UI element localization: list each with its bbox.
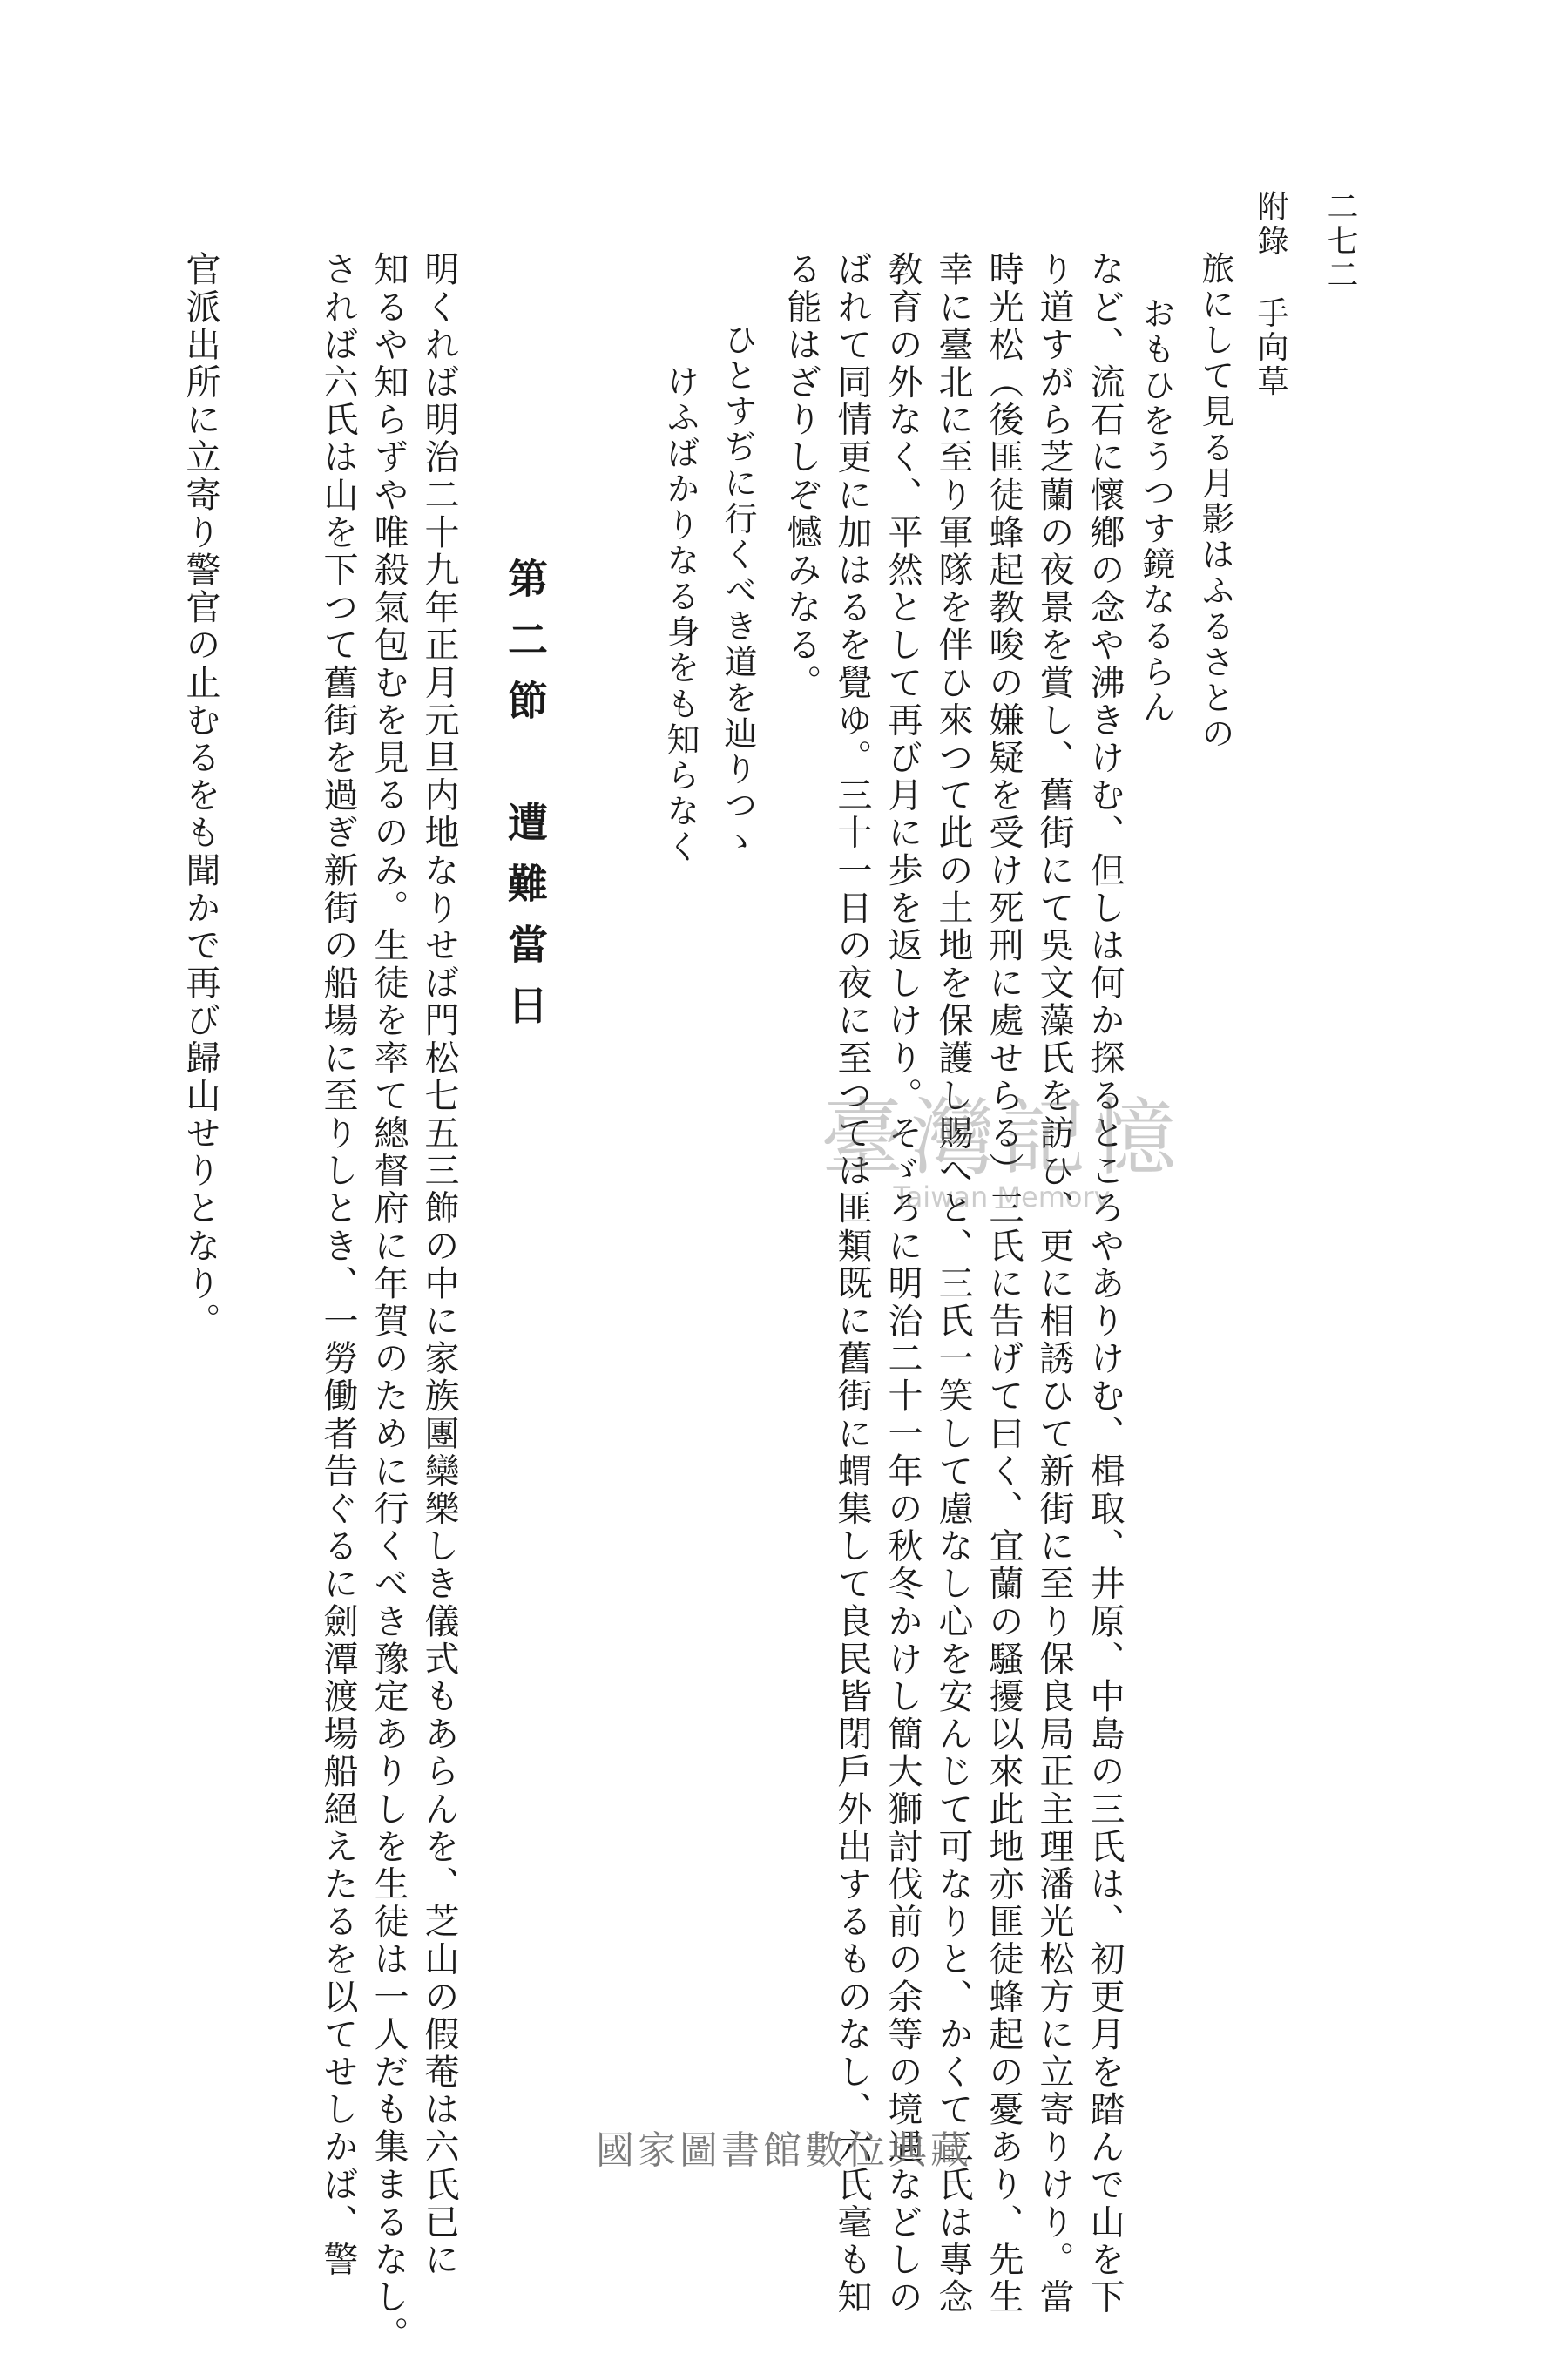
text-line: 敎育の外なく、平然として再び月に歩を返しけり。そゞろに明治二十一年の秋冬かけし簡大獅討伐前の余等の境遇などしの [882,251,923,2317]
footer-collection-label: 國家圖書館數位典藏 [596,2128,972,2173]
page-number: 二七二 [1322,190,1358,293]
text-line: 明くれば明治二十九年正月元旦内地なりせば門松七五三飾の中に家族團欒樂しき儀式もあらんを、芝山の假菴は六氏已に [419,251,459,2279]
section-title: 第二節 遭難當日 [502,558,549,1045]
poem-line: けふばかりなる身をも知らなく [661,364,700,866]
poem-line: 旅にして見る月影はふるさとの [1196,251,1234,753]
watermark-main: 臺灣記憶 [821,1089,1183,1187]
watermark-logo [767,1072,1237,1214]
text-line: 幸に臺北に至り軍隊を伴ひ來つて此の土地を保護し賜へと、三氏一笑して慮なし心を安んじて可なりと、かくて三氏は專念 [933,251,973,2317]
poem-line: おもひをうつす鏡なるらん [1137,296,1175,727]
text-line: 官派出所に立寄り警官の止むるをも聞かで再び歸山せりとなり。 [180,251,220,1340]
text-line: されば六氏は山を下つて舊街を過ぎ新街の船場に至りしとき、一勞働者告ぐるに劍潭渡場船絕えたるを以てせしかば、警 [318,251,358,2279]
watermark-sub: Taiwan Memory [893,1180,1111,1214]
running-title: 附錄 手向草 [1253,190,1288,399]
text-line: 時光松（後匪徒蜂起教唆の嫌疑を受け死刑に處せらる）三氏に告げて曰く、宜蘭の騷擾以來此地亦匪徒蜂起の憂あり、先生 [983,251,1024,2317]
text-line: る能はざりしぞ憾みなる。 [781,251,821,702]
text-line: ばれて同情更に加はるを覺ゆ。三十一日の夜に至つては匪類既に舊街に蝟集して良民皆閉戶外出するものなし、六氏毫も知 [832,251,872,2317]
text-line: 知るや知らずや唯殺氣包むを見るのみ。生徒を率て總督府に年賀のために行くべき豫定ありしを生徒は一人だも集まるなし。 [368,251,409,2354]
poem-line: ひとすぢに行くべき道を辿りつゝ [719,322,757,860]
text-line: など、流石に懷鄕の念や沸きけむ、但しは何か探るところやありけむ、楫取、井原、中島の三氏は、初更月を踏んで山を下 [1085,251,1125,2317]
text-line: り道すがら芝蘭の夜景を賞し、舊街にて吳文藻氏を訪ひ、更に相誘ひて新街に至り保良局正主理潘光松方に立寄りけり。當 [1034,251,1074,2317]
